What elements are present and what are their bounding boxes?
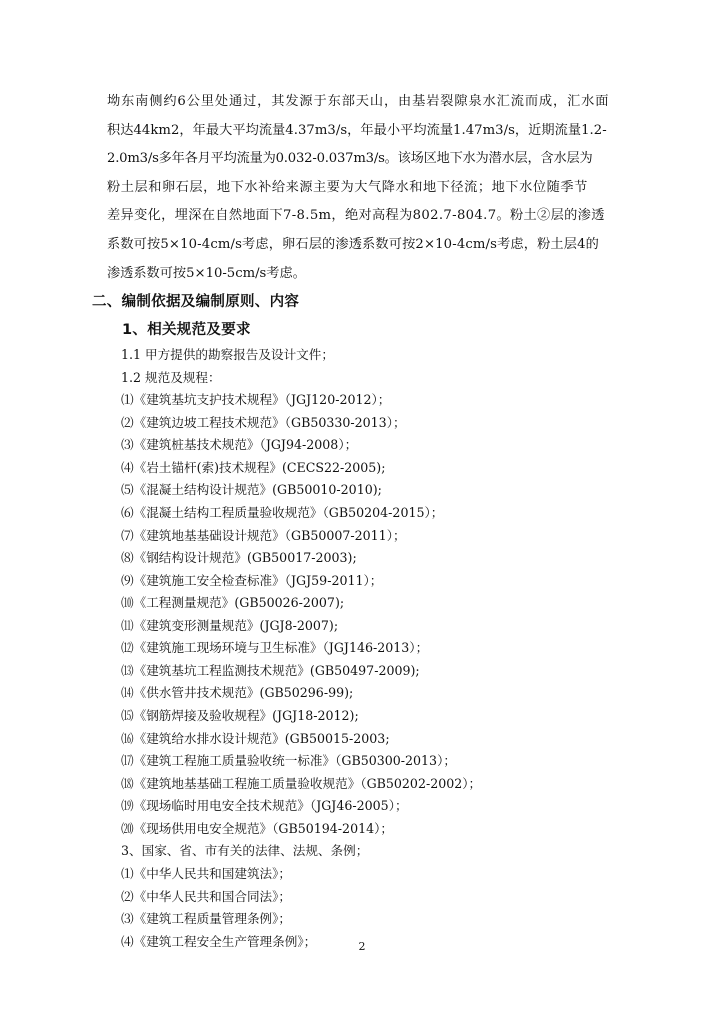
list-item: ⒇《现场供用电安全规范》（GB50194-2014）；	[121, 820, 393, 836]
hydrology-paragraph	[107, 88, 637, 288]
list-item: ⒄《建筑工程施工质量验收统一标准》（GB50300-2013）；	[121, 753, 456, 769]
page-number: 2	[358, 940, 366, 953]
list-item: 1.1 甲方提供的勘察报告及设计文件；	[121, 347, 334, 362]
list-item: ⑺《建筑地基基础设计规范》（GB50007-2011）；	[121, 527, 406, 543]
list-item: ⑼《建筑施工安全检查标准》（JGJ59-2011）；	[121, 572, 383, 588]
list-item: ⑷《岩土锚杆(索)技术规程》(CECS22-2005);	[121, 459, 386, 475]
list-item: ⑷《建筑工程安全生产管理条例》；	[121, 933, 317, 949]
list-item: 3、国家、省、市有关的法律、法规、条例；	[121, 843, 369, 859]
list-item: 1.2 规范及规程：	[121, 369, 221, 385]
list-item: ⒀《建筑基坑工程监测技术规范》(GB50497-2009);	[121, 662, 420, 678]
list-item: ⑹《混凝土结构工程质量验收规范》（GB50204-2015）；	[121, 504, 444, 520]
list-item: ⑽《工程测量规范》(GB50026-2007);	[121, 595, 345, 611]
list-item: ⑾《建筑变形测量规范》(JGJ8-2007);	[121, 617, 339, 633]
list-item: ⑴《中华人民共和国建筑法》；	[121, 865, 292, 881]
paragraph-line: 差异变化，埋深在自然地面下7-8.5m，绝对高程为802.7-804.7。粉土②层的渗透	[107, 208, 605, 224]
list-item: ⑶《建筑工程质量管理条例》；	[121, 911, 292, 927]
list-item: ⒂《钢筋焊接及验收规程》(JGJ18-2012);	[121, 708, 359, 723]
paragraph-line: 积达44km2，年最大平均流量4.37m3/s，年最小平均流量1.47m3/s，近期流量1.2-	[107, 122, 607, 138]
list-item: ⑶《建筑桩基技术规范》（JGJ94-2008）；	[121, 437, 358, 453]
list-item: ⑴《建筑基坑支护技术规程》（JGJ120-2012）；	[121, 392, 391, 408]
list-item: ⑻《钢结构设计规范》(GB50017-2003);	[121, 550, 357, 566]
sub-heading: 1、相关规范及要求	[122, 322, 251, 338]
section-heading: 二、编制依据及编制原则、内容	[92, 294, 300, 310]
list-item: ⒃《建筑给水排水设计规范》(GB50015-2003;	[121, 730, 390, 746]
paragraph-line: 坳东南侧约6公里处通过，其发源于东部天山，由基岩裂隙泉水汇流而成，汇水面	[107, 94, 610, 109]
paragraph-line: 系数可按5×10-4cm/s考虑，卵石层的渗透系数可按2×10-4cm/s考虑，粉土层4的	[107, 236, 599, 252]
list-item: ⑵《建筑边坡工程技术规范》（GB50330-2013）；	[121, 414, 406, 430]
regulation-list	[121, 344, 481, 953]
list-item: ⑸《混凝土结构设计规范》(GB50010-2010);	[121, 482, 382, 498]
list-item: ⒅《建筑地基基础工程施工质量验收规范》（GB50202-2002）；	[121, 775, 482, 791]
paragraph-line: 2.0m3/s多年各月平均流量为0.032-0.037m3/s。该场区地下水为潜水层，含水层为	[107, 151, 593, 167]
list-item: ⒁《供水管井技术规范》(GB50296-99);	[121, 685, 354, 701]
paragraph-line: 粉土层和卵石层，地下水补给来源主要为大气降水和地下径流；地下水位随季节	[107, 179, 588, 195]
list-item: ⑿《建筑施工现场环境与卫生标准》（JGJ146-2013）；	[121, 640, 429, 656]
list-item: ⒆《现场临时用电安全技术规范》（JGJ46-2005）；	[121, 798, 408, 814]
paragraph-line: 渗透系数可按5×10-5cm/s考虑。	[107, 265, 306, 281]
list-item: ⑵《中华人民共和国合同法》；	[121, 888, 292, 904]
